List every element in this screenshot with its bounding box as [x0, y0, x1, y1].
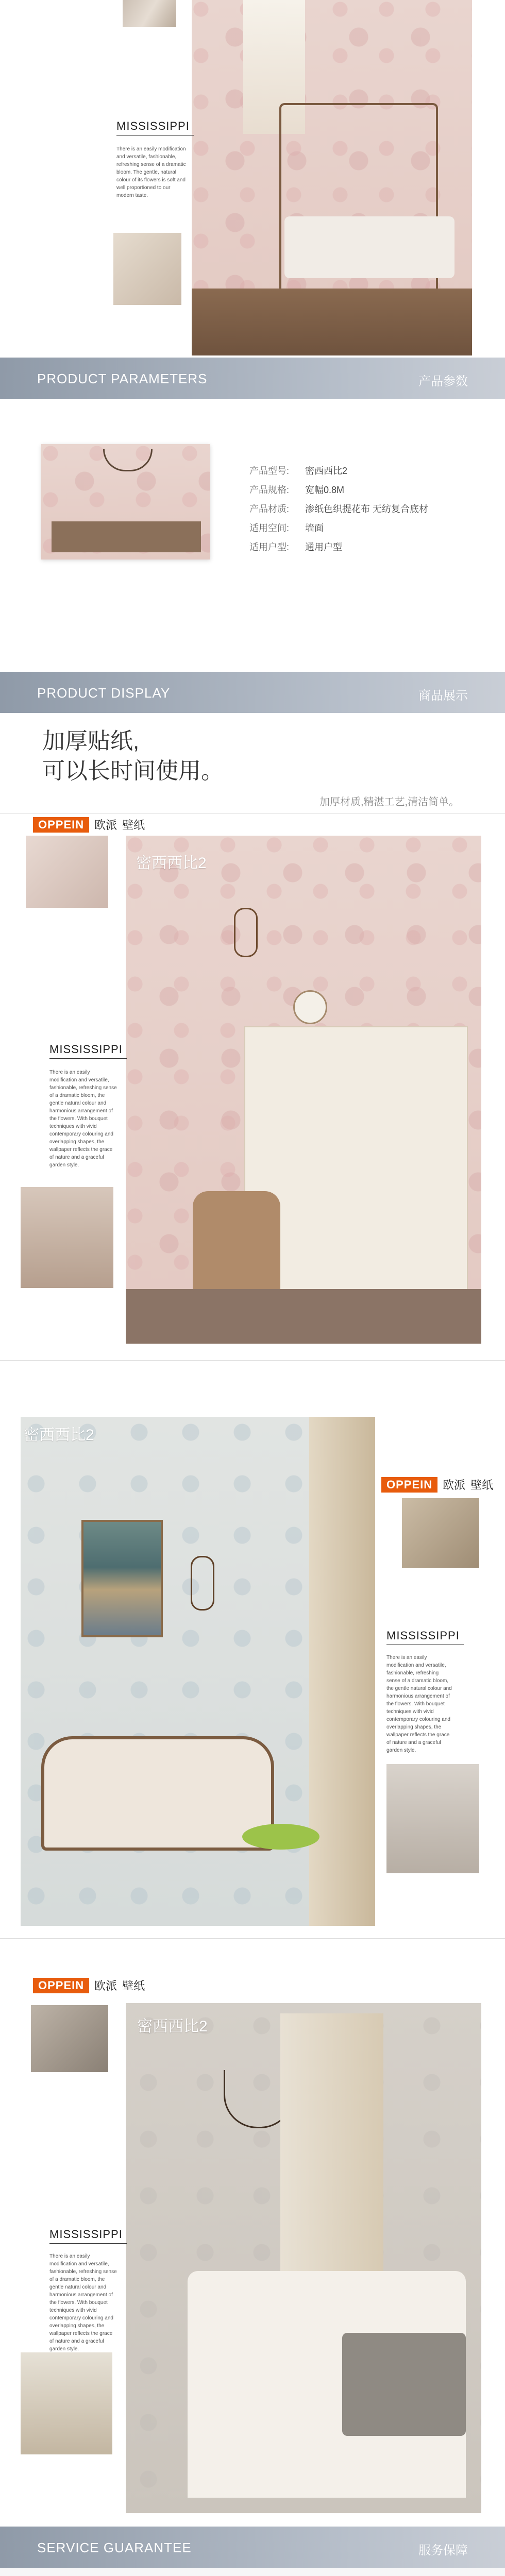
detail-photo-2 [386, 1764, 479, 1873]
params-table [249, 461, 471, 556]
display-divider [0, 1360, 505, 1361]
mississippi-title-3: MISSISSIPPI [49, 2228, 123, 2241]
product-name-3: 密西西比2 [137, 2018, 208, 2035]
product-name-1: 密西西比2 [136, 855, 207, 872]
display-chair-1 [193, 1191, 280, 1304]
detail-photo-3 [21, 2352, 112, 2454]
hero-mississippi-title: MISSISSIPPI [116, 120, 190, 132]
params-furniture [52, 521, 201, 552]
param-row: 产品规格: 宽幅0.8M [249, 484, 345, 495]
display-band-en: PRODUCT DISPLAY [37, 685, 171, 701]
display-rug-1 [126, 1289, 481, 1344]
params-band-cn: 产品参数 [418, 375, 468, 388]
mississippi-desc-3: There is an easily modification and versatile, fashionable, refreshing sense of a dramatic bloom, the gentle natural colour and harmonious arrangement of the flowers. With bouquet techniques with vivid contemporary colouring and overlapping shapes, the wallpaper reflects the grace of nature and a graceful garden style. [49, 2253, 117, 2352]
service-bg [0, 2568, 505, 2576]
swatch-3 [31, 2005, 108, 2072]
display-headline-1: 加厚贴纸, [42, 728, 140, 754]
service-band-cn: 服务保障 [418, 2544, 468, 2557]
swatch-1 [26, 836, 108, 908]
brand-logo-2: OPPEIN 欧派 壁纸 [381, 1477, 493, 1493]
hero-swatch-top [123, 0, 176, 27]
mississippi-desc-2: There is an easily modification and versatile, fashionable, refreshing sense of a dramatic bloom, the gentle natural colour and harmonious arrangement of the flowers. With bouquet techniques with vivid contemporary colouring and overlapping shapes, the wallpaper reflects the grace of nature and a graceful garden style. [386, 1655, 452, 1753]
detail-photo-1 [21, 1187, 113, 1288]
params-band-en: PRODUCT PARAMETERS [37, 371, 208, 386]
service-band [0, 2527, 505, 2568]
params-band [0, 358, 505, 399]
mississippi-desc-1: There is an easily modification and versatile, fashionable, refreshing sense of a dramatic bloom, the gentle natural colour and harmonious arrangement of the flowers. With bouquet techniques with vivid contemporary colouring and overlapping shapes, the wallpaper reflects the grace of nature and a graceful garden style. [49, 1070, 117, 1168]
swatch-2 [402, 1498, 479, 1568]
hero-mississippi-desc: There is an easily modification and versatile, fashionable, refreshing sense of a dramatic bloom. The gentle, natural colour of its flowers is soft and well proportioned to our modern taste. [116, 146, 186, 198]
params-chandelier [103, 449, 153, 471]
wall-mirror-2 [191, 1556, 214, 1611]
display-headline-2: 可以长时间使用。 [42, 758, 224, 784]
hero-room-photo [192, 0, 472, 355]
hero-detail-photo [113, 233, 181, 305]
mississippi-title-2: MISSISSIPPI [386, 1629, 460, 1642]
display-subline: 加厚材质,精湛工艺,清洁简单。 [319, 796, 460, 808]
mississippi-title-1: MISSISSIPPI [49, 1043, 123, 1056]
display-stool-2 [242, 1824, 319, 1850]
display-throw-3 [342, 2333, 466, 2436]
display-room-photo-1 [126, 836, 481, 1344]
param-row: 适用空间: 墙面 [249, 522, 324, 533]
param-row: 适用户型: 通用户型 [249, 541, 342, 552]
display-divider [0, 813, 505, 814]
display-band [0, 672, 505, 713]
display-clock-1 [293, 990, 327, 1024]
display-divider [0, 1938, 505, 1939]
display-band-cn: 商品展示 [418, 689, 468, 703]
wall-sconce-1 [234, 908, 258, 957]
brand-logo-3: OPPEIN 欧派 壁纸 [33, 1977, 145, 1993]
param-row: 产品材质: 渗纸色织提花布 无纺复合底材 [249, 503, 428, 514]
hero-bedding [284, 216, 454, 278]
art-painting-2 [81, 1520, 163, 1637]
product-name-2: 密西西比2 [24, 1427, 94, 1444]
display-room-photo-3 [126, 2003, 481, 2513]
params-product-photo [41, 444, 210, 560]
brand-logo-1: OPPEIN 欧派 壁纸 [33, 817, 145, 833]
display-sofa-2 [41, 1736, 274, 1851]
curtain-2 [309, 1417, 375, 1926]
display-room-photo-2 [21, 1417, 375, 1926]
service-band-en: SERVICE GUARANTEE [37, 2540, 192, 2555]
param-row: 产品型号: 密西西比2 [249, 465, 348, 476]
hero-floor [192, 289, 472, 355]
